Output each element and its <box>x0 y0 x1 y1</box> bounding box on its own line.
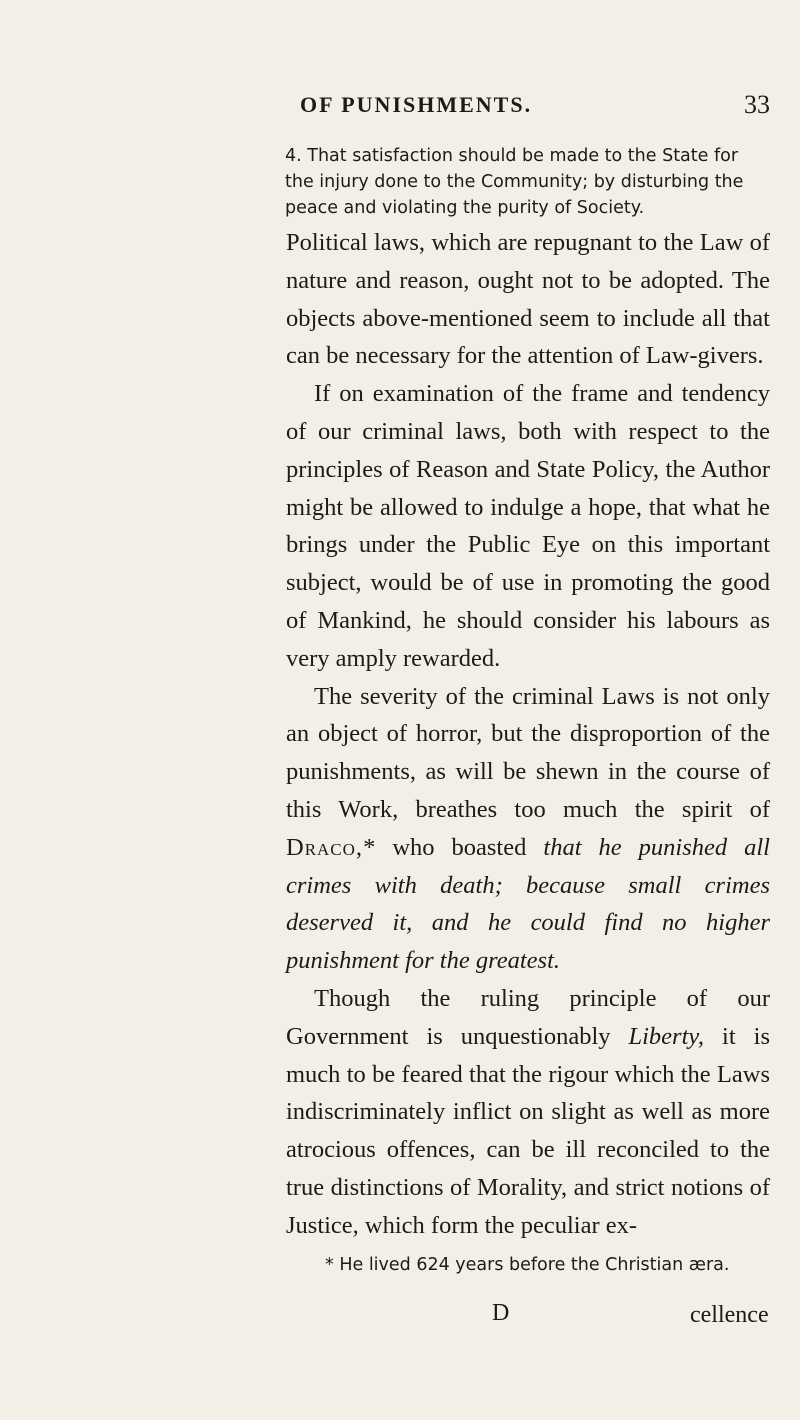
paragraph-4 <box>286 980 770 1245</box>
body-text <box>286 224 770 1245</box>
paragraph-3-mid: who boasted <box>375 833 544 861</box>
footnote-reference: * <box>363 833 376 861</box>
draco-quote: that he punished all crimes with death; because small crimes deserved it, and he could find no higher punishment for the greatest. <box>286 833 770 975</box>
running-head-title: OF PUNISHMENTS. <box>300 92 533 117</box>
item-text: That satisfaction should be made to the State for the injury done to the Community; by disturbing the peace and violating the purity of Society. <box>285 146 744 218</box>
liberty-word: Liberty, <box>628 1022 705 1050</box>
footnote <box>325 1255 785 1275</box>
numbered-item <box>285 143 755 221</box>
signature-mark: D <box>492 1300 510 1326</box>
footnote-mark: * <box>325 1255 334 1275</box>
paragraph-4-start: Though the ruling principle of our Government is unquestionably <box>286 984 770 1050</box>
item-number: 4. <box>285 146 302 166</box>
paragraph-1: Political laws, which are repugnant to the Law of nature and reason, ought not to be adopted. The objects above-mentioned seem to include all that can be necessary for the attention of Law-givers. <box>286 229 770 370</box>
paragraph-3 <box>286 678 770 980</box>
running-head <box>0 90 800 130</box>
paragraph-4-end: it is much to be feared that the rigour which the Laws indiscriminately inflict on slight as well as more atrocious offences, can be ill reconciled to the true distinctions of Morality, and strict notions of Justice, which form the peculiar ex- <box>286 1022 770 1239</box>
catchword: cellence <box>690 1302 769 1328</box>
paragraph-2: If on examination of the frame and tendency of our criminal laws, both with respect to the principles of Reason and State Policy, the Author might be allowed to indulge a hope, that what he brings under the Public Eye on this important subject, would be of use in promoting the good of Mankind, he should consider his labours as very amply rewarded. <box>286 380 770 672</box>
page-number: 33 <box>744 90 770 119</box>
draco-name: Draco, <box>286 833 364 861</box>
paragraph-3-start: The severity of the criminal Laws is not only an object of horror, but the disproportion of the punishments, as will be shewn in the course of this Work, breathes too much the spirit of <box>286 682 770 823</box>
footnote-text: He lived 624 years before the Christian æra. <box>339 1255 730 1275</box>
